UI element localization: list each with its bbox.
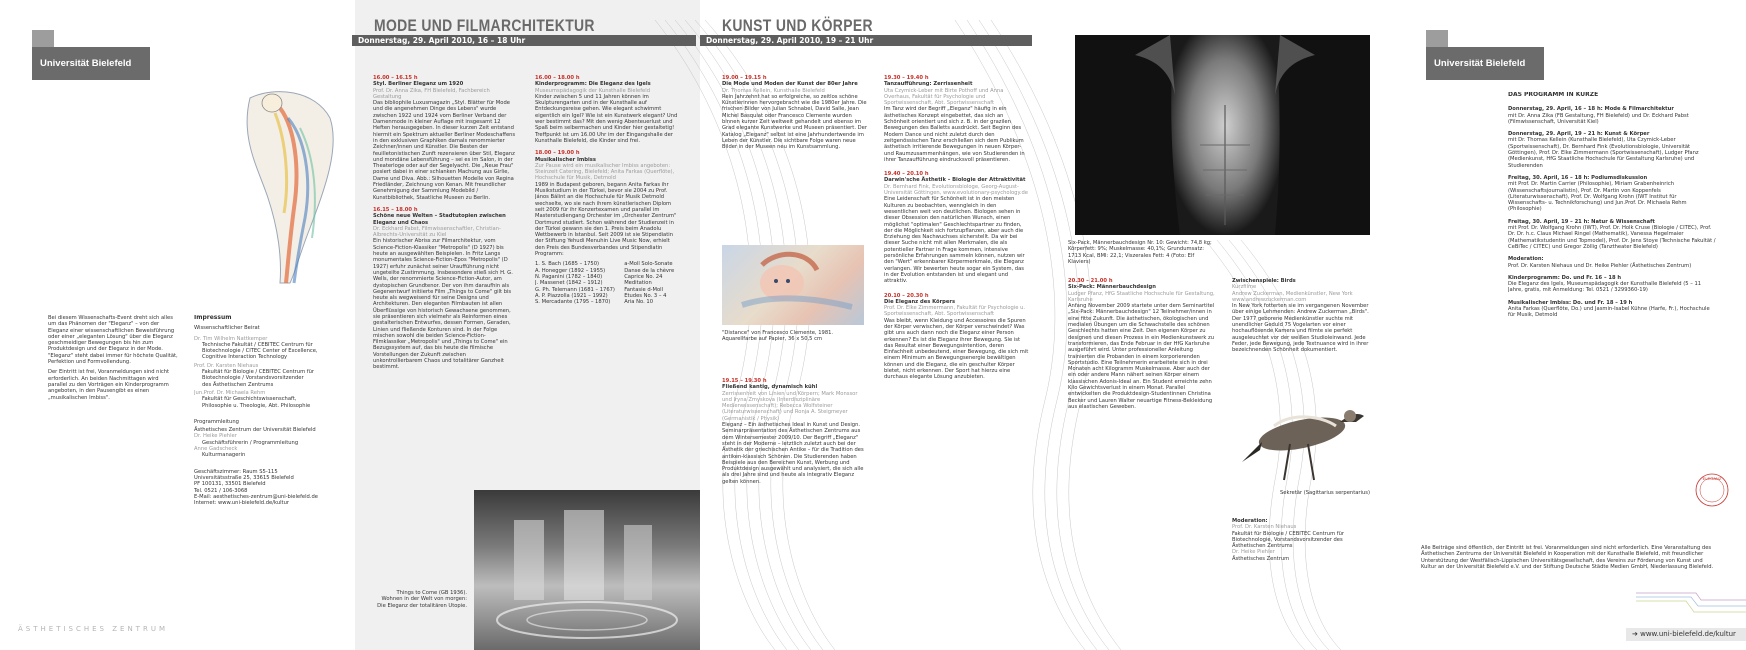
logo-text: Universität Bielefeld	[1434, 58, 1526, 69]
arrow-right-icon: ➔	[1632, 630, 1641, 638]
secretary-bird-image	[1232, 392, 1372, 487]
program-item: Moderation: Prof. Dr. Karsten Niehaus und Dr. Heike Piehler (Ästhetisches Zentrum)	[1508, 256, 1692, 269]
program-summary	[1508, 92, 1716, 325]
program-row: J. Massenet (1842 – 1912) Meditation	[535, 280, 652, 287]
footer-lines	[1636, 588, 1746, 618]
things-to-come-caption: Things to Come (GB 1936). Wohnen in der Welt von morgen: Die Eleganz der totalitären Utopie.	[377, 590, 467, 609]
fashion-illustration	[220, 78, 355, 288]
kunst-title: KUNST UND KÖRPER	[722, 16, 873, 35]
orga: Ästhetisches Zentrum der Universität Bielefeld Dr. Heike Piehler Geschäftsführerin / Programmleitung Anne Gadscheck Kulturmanagerin	[194, 427, 316, 459]
university-logo-left	[32, 30, 150, 80]
col4-events: 20.30 – 21.00 h Six-Pack: Männerbauchdesign Ludger Pfanz, HfG Staatliche Hochschule für Gestaltung, Karlsruhe Anfang November 2009 startete unter dem Seminartitel „Six-Pack: Männerbauchdesign" 12 Teilnehmer/innen in eine fitte Zukunft. Die ästhetischen, ökologischen und medialen Übungen um die Schwachstelle des schönen Geschlechts hatten eine Zeit. Den eigenen Körper zu designen und diesen Prozess in ein Medienkunstwerk zu transformieren, das Ende Februar in der HfG Karlsruhe ausgeführt wird. Unter professioneller Anleitung trainierten die Probanden in einem korporierenden Sportstudio. Eine Teilnehmerin erarbeitete sich in drei Monaten acht Kilogramm Muskelmasse. Aber auch der ein oder andere Mann nähert seinen Körper einem klassischen Adonis-Ideal an. Ein Student erreichte zehn Kilo Gewichtsverlust in einem Monat. Parallel entwickelten die Produktdesign-Studentinnen Christina Becker und Lauren Walter neuartige Fitness-Bekleidung aus elastischen Geweben.	[1068, 278, 1215, 410]
url-bar[interactable]	[1626, 628, 1746, 641]
impressum: Impressum Wissenschaftlicher Beirat Dr. Tim Wilhelm Nattkemper Technische Fakultät / CEBITEC Centrum für Biotechnologie / CITEC Center of Excellence, Cognitive Interaction Technology Prof. Dr. Karsten Niehaus Fakultät für Biologie / CEBITEC Centrum für Biotechnologie / Vorstandsvorsitzender des Ästhetischen Zentrums Jun.Prof. Dr. Michaela Rehm Fakultät für Geschichtswissenschaft, Philosophie u. Theologie, Abt. Philosophie Programmleitung Ästhetisches Zentrum der Universität Bielefeld Dr. Heike Piehler Geschäftsführerin / Programmleitung Anne Gadscheck Kulturmanagerin Geschäftszimmer: Raum S5-115 Universitätsstraße 25, 33615 Bielefeld PF 100131, 33501 Bielefeld Tel. 0521 / 106-3068 E-Mail: aesthetisches-zentrum@uni-bielefeld.de Internet: www.uni-bielefeld.de/kultur	[194, 315, 344, 506]
footer-note: Alle Beiträge sind öffentlich, der Eintritt ist frei. Voranmeldungen sind nicht erforderlich. Eine Veranstaltung des Ästhetischen Zentrums der Universität Bielefeld in Kooperation mit der Kunsthalle Bielefeld, mit freundlicher Unterstützung der Westfälisch-Lippischen Universitätsgesellschaft, des Vereins zur Förderung von Kunst und Kultur an der Universität Bielefeld e.V. und der Stiftung Deutsche Städte Medien GmbH, Niederlassung Bielefeld.	[1421, 545, 1714, 570]
mode-date-bar: Donnerstag, 29. April 2010, 16 – 18 Uhr	[352, 35, 696, 46]
left-panel	[0, 0, 355, 650]
mode-col-1	[373, 75, 517, 505]
seal-text: ELEGANZ	[1702, 476, 1722, 481]
mode-event-1: 16.15 – 18.00 h Schöne neue Welten – Stadtutopien zwischen Eleganz und Chaos Dr. Eckhard Pabst, Filmwissenschaftler, Christian-Albrechts-Universität zu Kiel Ein historischer Abriss zur Filmarchitektur, vom Science-Fiction-Klassiker "Metropolis" (D 1927) bis heute an ausgewählten Beispielen. In Fritz Langs monumentales Science-Fiction-Epos "Metropolis" (D 1927) erfuhr zunächst seiner Uraufführung nicht ungeteilte Zustimmung. Insbesondere stieß sich H. G. Wells, der renommierte Science-Fiction-Autor, am dystopischen Grundtenor. Der von ihm daraufhin als Gegenentwurf initiierte Film „Things to Come" gilt bis heute als wegweisend für seine Designs und Architekturen. Den eleganten Filmbauten ist allen Überflüssige von historisch Gewachsene genommen, sie präsentieren sich vielmehr als Reinformen eines gestalterischen Entwurfes, dessen Formen, Geraden, Linien und fließende Konturen sind. In der Folge mischen sowohl die beiden Science-Fiction-Filmklassiker „Metropolis" und „Things to Come" ein Bezugssystem auf, das bis heute die filmische Vorstellungen der Zukunft zwischen unkontrollierbarem Chaos und totalitärer Ganzheit bestimmt.	[373, 206, 513, 371]
mode-event-0: 16.00 – 16.15 h Styl. Berliner Eleganz um 1920 Prof. Dr. Anna Zika, FH Bielefeld, Fachbereich Gestaltung Das bibliophile Luxusmagazin „Styl. Blätter für Mode und die angenehmen Dinge des Lebens" wurde zwischen 1922 und 1924 vom Berliner Verband der Damenmode in kleiner Auflage mit insgesamt 12 Heften herausgegeben. In dieser kurzen Zeit entstand hiermit ein Spektrum aktueller Berliner Modeschaffens in den exklusiven Graphiken damals renommierter Zeichner/innen und Künstler. Die Besten der feuilletonistischen Zunft rezensieren über Stil, Eleganz und mondäne Lebensführung – sei es im Salon, in der Theaterloge oder auf der Segelyacht. Die „Neue Frau" posiert dabei in einer schlanken Machung aus Girlie, Dame und Diva. Abb.: Silhouetten Modelle von Regina Friedländer, Zeichnung von Kenan. Mit freundlicher Genehmigung der Sammlung Modebild / Kunstbibliothek, Staatliche Museen zu Berlin.	[373, 75, 516, 201]
kids-event-1: 18.00 – 19.00 h Musikalischer Imbiss Zur Pause wird ein musikalischer Imbiss angeboten: Steinzeit Catering, Bielefeld; Anita Farkas (Querflöte), Hochschule für Musik, Detmold 1989 in Budapest geboren, begann Anita Farkas ihr Musikstudium in der Türkei, bevor sie 2004 zu Prof. János Bálint an die Hochschule für Musik Detmold wechselte, wo sie nach ihrem künstlerischen Diplom seit 2009 für ihr Konzertexamen und parallel im Masterstudiengang Orchester im „Orchester Zentrum" Dortmund studiert. Schon während der Studienzeit in der Türkei gewann sie den 1. Preis beim Anadolu Wettbewerb in Istanbul. Seit 2009 ist sie Stipendiatin der Stiftung Yehudi Menuhin Live Music Now, erhielt den Preis des Bundesverbandes und Stipendiatin Programm:	[535, 150, 677, 258]
left-footer: ÄSTHETISCHES ZENTRUM	[18, 625, 168, 633]
clemente-painting	[722, 245, 864, 325]
beirat-1: Prof. Dr. Karsten Niehaus Fakultät für Biologie / CEBITEC Centrum für Biotechnologie / Vorstandsvorsitzender des Ästhetischen Zentrums	[194, 362, 315, 388]
program-row: G. Ph. Telemann (1681 – 1767) Fantasie d-Moll	[535, 286, 664, 293]
right-panel	[1396, 0, 1746, 650]
kunst-col-1: 19.00 – 19.15 h Die Mode und Moden der Kunst der 80er Jahre Dr. Thomas Kellein, Kunsthalle Bielefeld Rein Jahrzehnt hat so erfolgreiche, so zeitlos schöne Künstlerinnen hervorgebracht wie die 1980er Jahre. Die frischen Bilder von Julian Schnabel, David Salle, Jean Michel Basquiat oder Francesco Clemente wurden binnen kurzer Zeit weltweit gehandelt und ebenso im Grad elegante Kunstwerke und Museen präsentiert. Der Katalog „Eleganz" selbst ist eine Jahrhundertwende im Leben der Künstler. Die sichtbare Folge waren neue Bilder in der Museen neu im Kunstsammlung.	[722, 75, 867, 151]
program-item: Donnerstag, 29. April, 16 – 18 h: Mode & Filmarchitektur mit Dr. Anna Zika (FB Gestaltung, FH Bielefeld) und Dr. Eckhard Pabst (Filmwissenschaft, Universität Kiel)	[1508, 106, 1689, 125]
program-row: 1. S. Bach (1685 – 1750) a-Moll Solo-Sonate	[535, 261, 673, 268]
program-item: Musikalischer Imbiss: Do. und Fr. 18 – 19 h Anita Farkas (Querflöte, Do.) und Jasmin-Isabel Kühne (Harfe, Fr.), Hochschule für Musik, Detmold	[1508, 299, 1710, 319]
mode-col-2	[535, 75, 680, 485]
sixpack-caption: Six-Pack, Männerbauchdesign Nr. 10: Gewicht: 74,8 kg; Körperfett: 9%; Muskelmasse: 40,1%; Grundumsatz: 1713 Kcal, BMI: 22,1; Viszerales Fett: 4 (Foto: Elf Klaviers)	[1068, 240, 1212, 265]
intro-text: Bei diesem Wissenschafts-Event dreht sich alles um das Phänomen der "Eleganz" – von der Eleganz einer wissenschaftlichen Beweisführung oder einer „eleganten Lösung" über die Eleganz geschmeidiger Bewegungen bis hin zum Produktdesign und der Eleganz in der Mode. "Eleganz" steht dabei immer für höchste Qualität, Perfektion und Formvollendung. Der Eintritt ist frei, Voranmeldungen sind nicht erforderlich. An beiden Nachmittagen wird parallel zu den Vorträgen ein Kinderprogramm angeboten, in den Pausengibt es einen „musikalischen Imbiss".	[48, 315, 178, 401]
clemente-caption: "Distance" von Francesco Clemente, 1981. Aquarellfarbe auf Papier, 36 x 50,5 cm	[722, 330, 834, 343]
kids-event-0: 16.00 – 18.00 h Kinderprogramm: Die Eleganz des Igels Museumspädagogik der Kunsthalle Bielefeld Kinder zwischen 5 und 11 Jahren können im Skulpturengarten und in der Kunsthalle auf Entdeckungsreise gehen. Wie elegant schwimmt eigentlich ein Igel? Wie ist ein Kunstwerk elegant? Und wer bestimmt das? Mit den wenig Abenteuerlust und Spaß beim selbermachen und Kinder hier gestaltetig! Treffpunkt ist um 16.00 Uhr im der Eingangshalle der Kunsthalle Bielefeld, die Kinder sind frei.	[535, 75, 678, 144]
program-item: Donnerstag, 29. April, 19 – 21 h: Kunst & Körper mit Dr. Thomas Kellein (Kunsthalle Bielefeld), Uta Czymick-Leber (Sportwissenschaft), Dr. Bernhard Fink (Evolutionsbiologie, Universität Göttingen), Prof. Dr. Elke Zimmermann (Sportwissenschaft), Ludger Pfanz (Medienkunst, HfG Staatliche Hochschule für Gestaltung Karlsruhe) und Studierenden	[1508, 131, 1699, 169]
eleganz-seal	[1692, 470, 1732, 510]
program-row: S. Mercadante (1795 – 1870) Aria No. 10	[535, 299, 653, 306]
music-program	[535, 261, 680, 305]
beirat-0: Dr. Tim Wilhelm Nattkemper Technische Fakultät / CEBITEC Centrum für Biotechnologie / CITEC Center of Excellence, Cognitive Interaction Technology	[194, 335, 318, 361]
kunst-event-3: 19.40 – 20.10 h Darwin'sche Ästhetik – Biologie der Attraktivität Dr. Bernhard Fink, Evolutionsbiologe, Georg-August-Universität Göttingen, www.evolutionary-psychology.de Eine Leidenschaft für Schönheit ist in den meisten Kulturen zu beobachten, wenngleich in den wesentlichen weit von deutlichen. Biologen sehen in dieser Obsession den natürlichen Wunsch, einen möglichst "optimalen" Geschlechtspartner zu finden, der die Möglichkeit sich fortzupflanzen, aber auch die Erziehung des Nachwuchses sicherstellt. Da wir bei dieser Suche nicht mit allen Merkmalen, die als potentieller Partner in Frage kommen, intensive persönliche Erfahrungen sammeln können, nutzen wir den "Wert" erkennbarer Körpermerkmale, die Eleganz verlangen. Wir bewerten heute sogar ein System, das in der Evolution entstanden ist und elegant und attraktiv.	[884, 171, 1028, 285]
torso-photo	[1075, 35, 1370, 235]
kunst-event-4: 20.10 – 20.30 h Die Eleganz des Körpers Prof. Dr. Elke Zimmermann, Fakultät für Psychologie u. Sportwissenschaft, Abt. Sportwissenschaft Was bleibt, wenn Kleidung und Accessoires die Spuren der Körper verwischen, der Körper verschwindet? Was gibt uns auch dann noch die Eleganz einer Person erkennen? Es ist die Eleganz ihrer Bewegung. Sie ist das Resultat einer Bewegungsintention, deren Einfachheit unbedeutend, einer Bewegung, die sich mit einem Minimum an Bewegungsenergie bewältigen können und die Eleganz, die ein geschulter Körper bietet, nicht erkennen. Der Sport hat hierzu eine durchaus elegante Lösung anzubieten.	[884, 292, 1029, 381]
moderation: Moderation: Prof. Dr. Karsten Niehaus Fakultät für Biologie / CEBITEC Centrum für Biotechnologie, Vorstandsvorsitzender des Ästhetischen Zentrums Dr. Heike Piehler Ästhetisches Zentrum	[1232, 518, 1345, 562]
program-row: A. P. Piazzolla (1921 – 1992) Etudes No. 3 – 4	[535, 292, 667, 299]
program-row: A. Honegger (1892 – 1955) Danse de la chèvre	[535, 267, 675, 274]
kunst-date-bar: Donnerstag, 29. April 2010, 19 – 21 Uhr	[700, 35, 1032, 46]
logo-text: Universität Bielefeld	[40, 58, 132, 69]
kunst-col-2	[884, 75, 1030, 645]
program-row: N. Paganini (1782 – 1840) Caprice No. 24	[535, 273, 663, 280]
things-to-come-photo	[474, 490, 700, 650]
beirat-2: Jun.Prof. Dr. Michaela Rehm Fakultät für Geschichtswissenschaft, Philosophie u. Theologie, Abt. Philosophie	[194, 389, 311, 409]
bird-caption: Sekretär (Sagittarius serpentarius)	[1280, 490, 1370, 496]
mode-title: MODE UND FILMARCHITEKTUR	[374, 16, 595, 35]
program-item: Kinderprogramm: Do. und Fr. 16 – 18 h Die Eleganz des Igels, Museumspädagogik der Kunsthalle Bielefeld (5 – 11 Jahre, gratis, mit Anmeldung: Tel. 0521 / 3299360-19)	[1508, 274, 1702, 294]
university-logo-right	[1426, 30, 1544, 80]
url-text[interactable]: www.uni-bielefeld.de/kultur	[1640, 630, 1736, 638]
program-heading: DAS PROGRAMM IN KÜRZE	[1508, 92, 1599, 98]
kunst-col-1b: 19.15 – 19.30 h Fließend kantig, dynamisch kühl Zerrissenheit von Linien und Körpern; Mark Monssor und Iryna Zmyskova (Interdisziplinäre Medienwissenschaft); Rebecca Wolfsteiner (Literaturwissenschaft) und Ronja A. Steigmeyer (Germanistik / Physik) Eleganz – Ein ästhetisches Ideal in Kunst und Design. Seminarpräsentation des Ästhetischen Zentrums aus dem Wintersemester 2009/10. Der Begriff „Eleganz" steht in der Moderne – letztlich zuletzt auch bei der Ästhetik der griechischen Antike – für die Tradition des antiken-klassisch Schönen. Die Studierenden haben Beispiele aus den Bereichen Kunst, Werbung und Produktdesign ausgewählt und analysiert, die sich alle als drei Jahre sind und heute als integrativ Eleganz gelten können.	[722, 378, 864, 485]
kunst-event-2: 19.30 – 19.40 h Tanzaufführung: Zerrissenheit Uta Czymick-Leber mit Birte Pothoff und Anna Overhaus, Fakultät für Psychologie und Sportwissenschaft, Abt. Sportwissenschaft Im Tanz wird der Begriff „Eleganz" häufig in ein ästhetisches Konzept eingebettet, das sich an Schönheit orientiert und sich z. B. in der grazilen Bewegungen des Balletts ausdrückt. Seit Beginn des Modern Dance und nicht zuletzt durch den zeitgenössischen Tanz erschließen sich dem Publikum ästhetisch irritierende Bewegungen in neuen Körper- und Raumzusammenhängen, wie von Studierenden in ihrer Tanzaufführung eindrucksvoll präsentieren.	[884, 75, 1025, 163]
program-item: Freitag, 30. April, 16 – 18 h: Podiumsdiskussion mit Prof. Dr. Martin Carrier (Philosophie), Miriam Grabenheinrich (Wissenschaftsjournalistin), Prof. Dr. Martin von Koppenfels (Literaturwissenschaft), Prof. Dr. Wolfgang Krohn (IWT Institut für Wissenschafts- u. Technikforschung) und Jun.Prof. Dr. Michaela Rehm (Philosophie)	[1508, 174, 1687, 213]
contact: Geschäftszimmer: Raum S5-115 Universitätsstraße 25, 33615 Bielefeld PF 100131, 33501 Bielefeld Tel. 0521 / 106-3068 E-Mail: aesthetisches-zentrum@uni-bielefeld.de Internet: www.uni-bielefeld.de/kultur	[194, 468, 318, 507]
birds-event: Zwischenspiele: Birds Kurzfilme Andrew Zuckerman, Medienkünstler, New York www.andrewzuckerman.com In New York fotterten sie im vergangenen November über einige Lehmenden: Andrew Zuckerman „Birds". Der 1977 geborene Medienkünstler suchte mit unendlicher Geduld 75 Vogelarten vor einer hochauflösende Kamera und filmte sie perfekt ausgeleuchtet vor der weißen Studioleinwand. Jede Feder, jede Bewegung, jede Textnuance wird in ihrer bezeichnenden Schönheit dokumentiert.	[1232, 278, 1369, 354]
program-item: Freitag, 30. April, 19 – 21 h: Natur & Wissenschaft mit Prof. Dr. Wolfgang Krohn (IWT), Prof. Dr. Holk Cruse (Biologie / CITEC), Prof. Dr. Dr. h.c. Claus Michael Ringel (Mathematik), Vanessa Hegelmaier (Mathematikstudentin und Topmodel), Prof. Dr. Jens Stoye (Technische Fakultät / CeBiTec / CITEC) und Gregor Zöllig (Tanztheater Bielefeld)	[1508, 218, 1716, 250]
